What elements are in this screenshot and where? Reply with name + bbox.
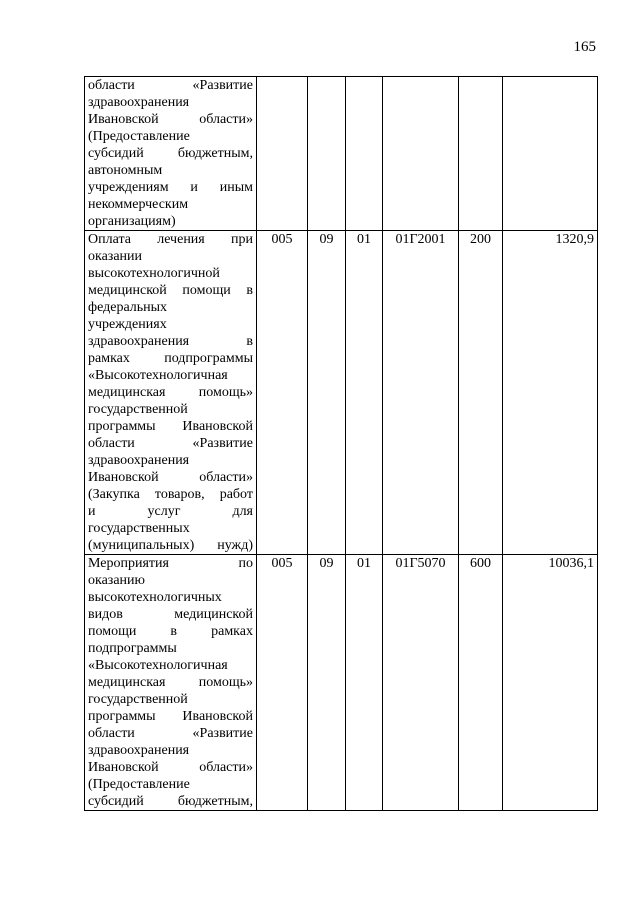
page-number: 165: [573, 39, 596, 55]
item-name-line: программы Ивановской: [88, 419, 253, 434]
ministry-code-cell: [257, 77, 308, 231]
item-name-line: подпрограммы: [88, 641, 177, 656]
amount-cell: [503, 77, 598, 231]
expense-type-cell: 200: [459, 231, 503, 555]
item-name-line: (муниципальных) нужд): [88, 538, 253, 553]
item-name-line: видов медицинской: [88, 607, 253, 622]
section-code-cell: 09: [308, 231, 346, 555]
item-name-line: медицинская помощь»: [88, 675, 253, 690]
item-name-line: Мероприятия по: [88, 556, 253, 571]
item-name-line: Ивановской области»: [88, 760, 253, 775]
section-code-cell: 09: [308, 555, 346, 811]
item-name-line: «Высокотехнологичная: [88, 658, 228, 673]
item-name-line: Оплата лечения при: [88, 232, 253, 247]
item-name-cell: [85, 231, 257, 555]
item-name-line: высокотехнологичных: [88, 590, 222, 605]
expense-type-cell: 600: [459, 555, 503, 811]
item-name-line: здравоохранения в: [88, 334, 253, 349]
item-name-line: учреждениях: [88, 317, 167, 332]
item-name-cell: [85, 77, 257, 231]
item-name-line: рамках подпрограммы: [88, 351, 253, 366]
item-name-line: государственной: [88, 402, 188, 417]
item-name-line: области «Развитие: [88, 726, 253, 741]
item-name-line: (Предоставление: [88, 777, 190, 792]
item-name-line: здравоохранения: [88, 453, 190, 468]
table-row: [85, 77, 598, 231]
item-name-line: субсидий бюджетным,: [88, 794, 253, 809]
amount-cell: 1320,9: [503, 231, 598, 555]
ministry-code-cell: 005: [257, 555, 308, 811]
subsection-code-cell: 01: [346, 231, 383, 555]
subsection-code-cell: 01: [346, 555, 383, 811]
item-name-line: высокотехнологичной: [88, 266, 220, 281]
target-article-cell: [383, 77, 459, 231]
item-name-line: здравоохранения: [88, 743, 190, 758]
item-name-line: оказании: [88, 249, 143, 264]
item-name-line: оказанию: [88, 573, 145, 588]
item-name-line: области «Развитие: [88, 78, 253, 93]
item-name-line: учреждениям и иным: [88, 180, 253, 195]
item-name-line: помощи в рамках: [88, 624, 253, 639]
item-name-line: области «Развитие: [88, 436, 253, 451]
amount-cell: 10036,1: [503, 555, 598, 811]
item-name-line: «Высокотехнологичная: [88, 368, 228, 383]
item-name-line: субсидий бюджетным,: [88, 146, 253, 161]
item-name-line: некоммерческим: [88, 197, 189, 212]
item-name-line: медицинская помощь»: [88, 385, 253, 400]
subsection-code-cell: [346, 77, 383, 231]
item-name-line: (Предоставление: [88, 129, 190, 144]
item-name-line: государственной: [88, 692, 188, 707]
item-name-line: организациям): [88, 214, 176, 229]
item-name-line: государственных: [88, 521, 190, 536]
item-name-cell: [85, 555, 257, 811]
target-article-cell: 01Г2001: [383, 231, 459, 555]
ministry-code-cell: 005: [257, 231, 308, 555]
item-name-line: (Закупка товаров, работ: [88, 487, 253, 502]
target-article-cell: 01Г5070: [383, 555, 459, 811]
item-name-line: программы Ивановской: [88, 709, 253, 724]
expense-type-cell: [459, 77, 503, 231]
item-name-line: Ивановской области»: [88, 470, 253, 485]
item-name-line: медицинской помощи в: [88, 283, 253, 298]
item-name-line: Ивановской области»: [88, 112, 253, 127]
item-name-line: автономным: [88, 163, 163, 178]
item-name-line: федеральных: [88, 300, 168, 315]
budget-table-body: [85, 77, 598, 811]
item-name-line: и услуг для: [88, 504, 253, 519]
table-row: [85, 231, 598, 555]
item-name-line: здравоохранения: [88, 95, 190, 110]
budget-table: [84, 76, 598, 811]
table-row: [85, 555, 598, 811]
section-code-cell: [308, 77, 346, 231]
